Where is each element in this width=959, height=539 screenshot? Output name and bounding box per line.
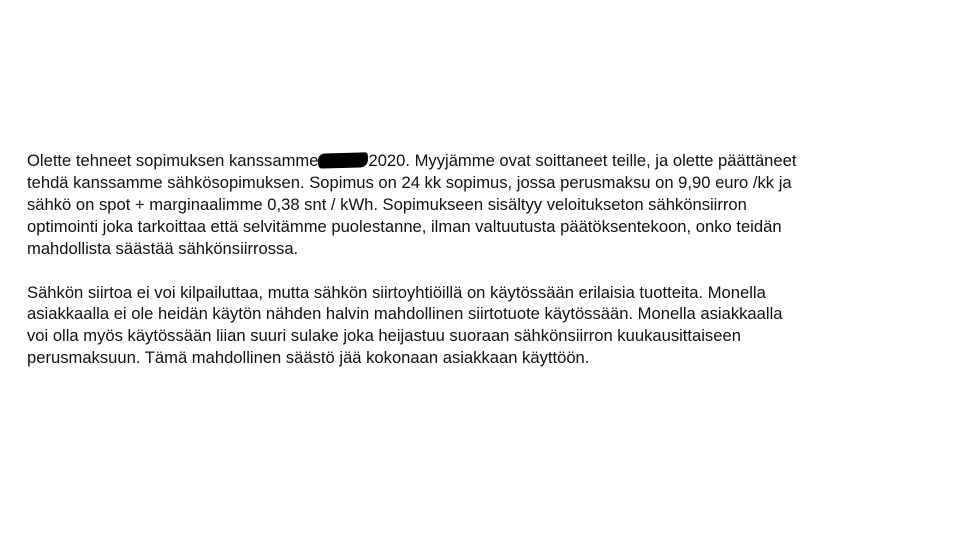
text-line: optimointi joka tarkoittaa että selvitämme puolestanne, ilman valtuutusta päätöksentekoon, onko teidän	[27, 216, 782, 236]
text-line	[27, 150, 932, 172]
paragraph-transmission	[27, 282, 932, 370]
text-line: sähkö on spot + marginaalimme 0,38 snt / kWh. Sopimukseen sisältyy veloitukseton sähkönsiirron	[27, 194, 747, 214]
redaction-mark	[318, 152, 368, 168]
paragraph-contract	[27, 150, 932, 260]
text-after-redaction: 2020. Myyjämme ovat soittaneet teille, ja olette päättäneet	[368, 151, 797, 170]
text-line: Sähkön siirtoa ei voi kilpailuttaa, mutta sähkön siirtoyhtiöillä on käytössään erilaisia tuotteita. Monella	[27, 282, 766, 302]
text-line: perusmaksuun. Tämä mahdollinen säästö jää kokonaan asiakkaan käyttöön.	[27, 348, 590, 368]
text-before-redaction: Olette tehneet sopimuksen kanssamme	[27, 151, 319, 170]
text-line: voi olla myös käytössään liian suuri sulake joka heijastuu suoraan sähkönsiirron kuukausittaiseen	[27, 326, 741, 346]
text-line: asiakkaalla ei ole heidän käytön nähden halvin mahdollinen siirtotuote käytössään. Monella asiakkaalla	[27, 304, 783, 324]
document-body	[27, 150, 932, 369]
text-line: tehdä kanssamme sähkösopimuksen. Sopimus on 24 kk sopimus, jossa perusmaksu on 9,90 euro /kk ja	[27, 172, 792, 192]
text-line: mahdollista säästää sähkönsiirrossa.	[27, 238, 299, 258]
